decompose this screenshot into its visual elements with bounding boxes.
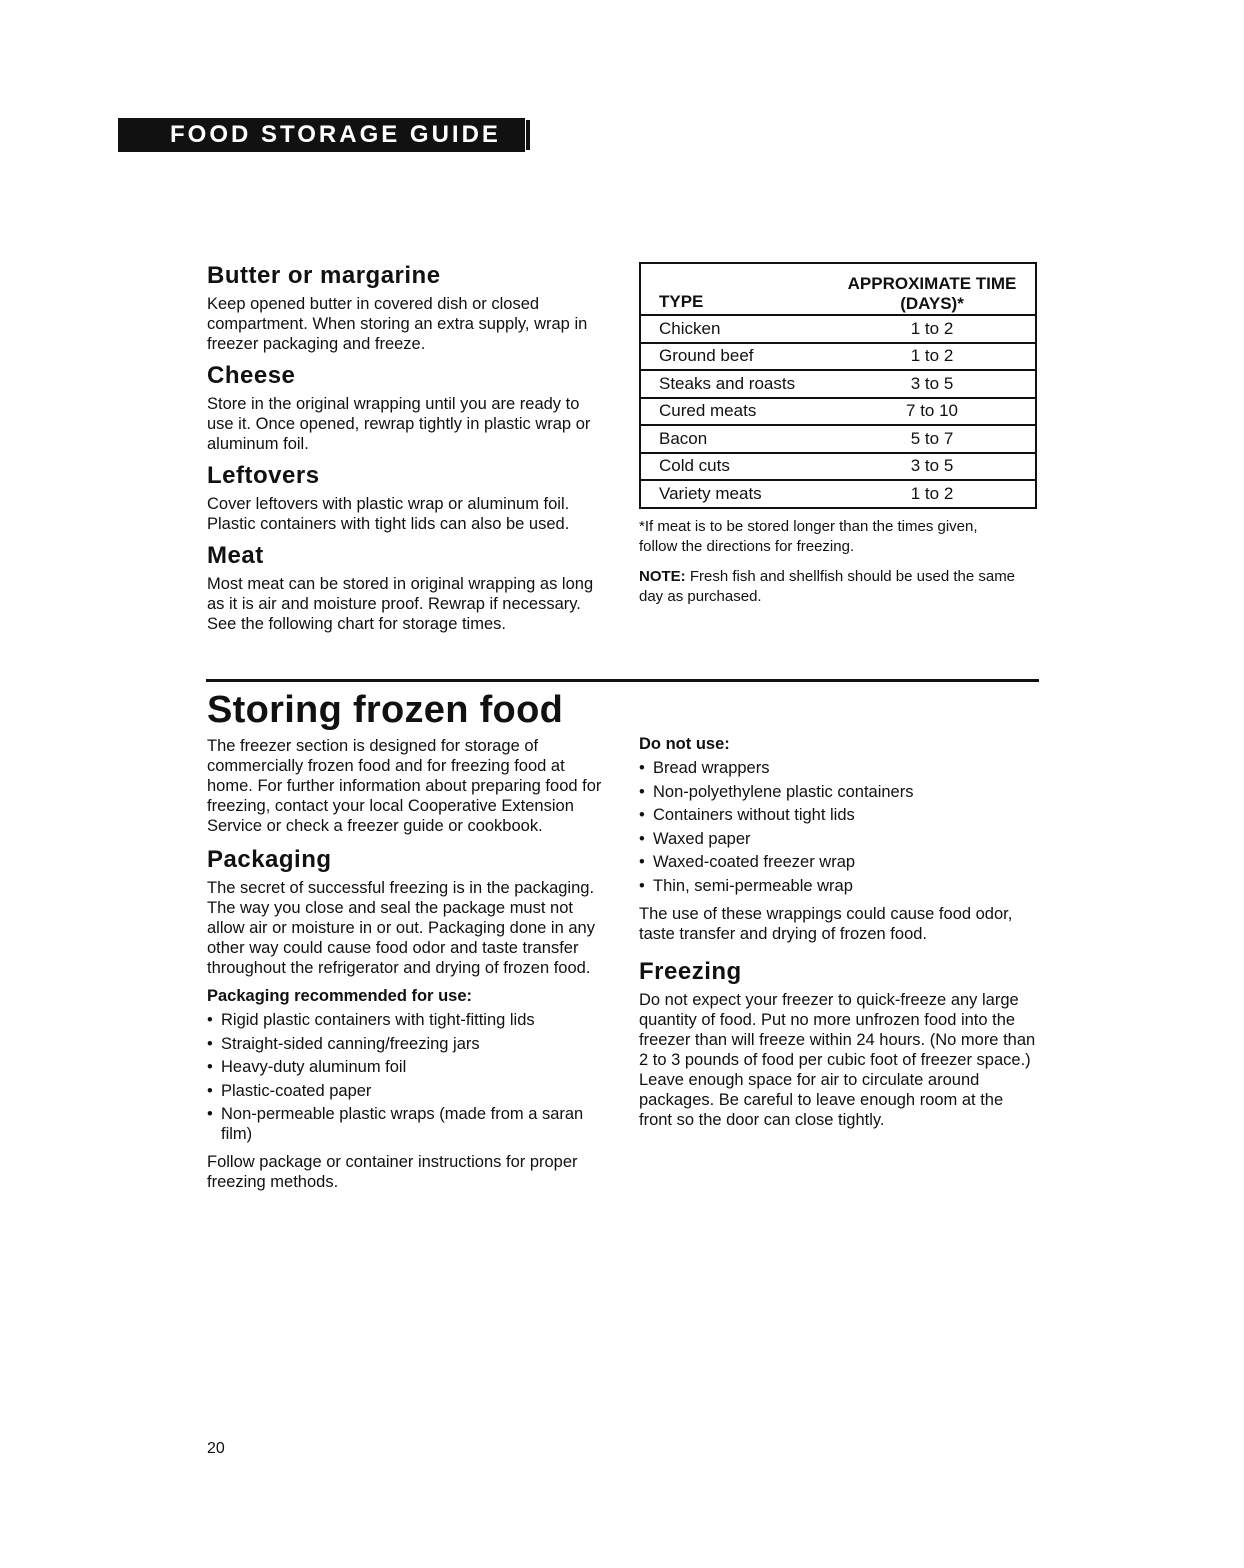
row-days: 5 to 7 xyxy=(829,425,1036,453)
leftovers-section xyxy=(207,462,607,534)
recommended-list xyxy=(207,1010,607,1144)
butter-heading: Butter or margarine xyxy=(207,262,441,289)
donot-heading: Do not use: xyxy=(639,735,730,753)
row-days: 3 to 5 xyxy=(829,370,1036,398)
list-item: • Waxed-coated freezer wrap xyxy=(639,852,1039,872)
list-item: • Rigid plastic containers with tight-fitting lids xyxy=(207,1010,607,1030)
packaging-heading: Packaging xyxy=(207,846,332,873)
table-row xyxy=(640,480,1036,508)
list-item: • Non-polyethylene plastic containers xyxy=(639,782,1039,802)
list-item: • Plastic-coated paper xyxy=(207,1081,607,1101)
frozen-intro: The freezer section is designed for storage of commercially frozen food and for freezing food at home. For further information about preparing food for freezing, contact your local Cooperative Extension Service or check a freezer guide or cookbook. xyxy=(207,737,602,835)
recommended-heading: Packaging recommended for use: xyxy=(207,987,472,1005)
row-days: 1 to 2 xyxy=(829,315,1036,343)
table-row xyxy=(640,453,1036,481)
header-time-line1: APPROXIMATE TIME xyxy=(847,274,1017,293)
section-banner: FOOD STORAGE GUIDE xyxy=(118,118,525,152)
row-type: Cured meats xyxy=(640,398,829,426)
row-days: 3 to 5 xyxy=(829,453,1036,481)
meat-heading: Meat xyxy=(207,542,264,569)
meat-section xyxy=(207,542,607,634)
header-time xyxy=(829,263,1036,315)
follow-text: Follow package or container instructions for proper freezing methods. xyxy=(207,1153,578,1191)
table-row xyxy=(640,398,1036,426)
cheese-section xyxy=(207,362,607,454)
table-header-row xyxy=(640,263,1036,315)
header-type: TYPE xyxy=(640,263,829,315)
row-type: Bacon xyxy=(640,425,829,453)
row-type: Cold cuts xyxy=(640,453,829,481)
freezing-heading: Freezing xyxy=(639,957,742,985)
leftovers-text: Cover leftovers with plastic wrap or aluminum foil. Plastic containers with tight lids can also be used. xyxy=(207,495,570,533)
donot-text: The use of these wrappings could cause food odor, taste transfer and drying of frozen food. xyxy=(639,904,1013,943)
section-divider xyxy=(206,679,1039,682)
right-top-column xyxy=(639,262,1039,607)
table-row xyxy=(640,343,1036,371)
packaging-text: The secret of successful freezing is in the packaging. The way you close and seal the package must not allow air or moisture in or out. Packaging done in any other way could cause food odor and taste transfer throughout the refrigerator and drying of frozen food. xyxy=(207,879,595,977)
table-row xyxy=(640,315,1036,343)
list-item: • Non-permeable plastic wraps (made from a saran film) xyxy=(207,1104,607,1144)
butter-text: Keep opened butter in covered dish or closed compartment. When storing an extra supply, wrap in freezer packaging and freeze. xyxy=(207,295,588,353)
table-footnote: *If meat is to be stored longer than the times given, follow the directions for freezing. xyxy=(639,517,978,555)
list-item: • Waxed paper xyxy=(639,829,1039,849)
row-type: Ground beef xyxy=(640,343,829,371)
fish-note xyxy=(639,567,1039,607)
meat-text: Most meat can be stored in original wrapping as long as it is air and moisture proof. Rewrap if necessary. See the following chart for storage times. xyxy=(207,575,594,633)
page-number: 20 xyxy=(207,1440,225,1457)
note-label: NOTE: xyxy=(639,567,686,585)
table-row xyxy=(640,370,1036,398)
left-top-column xyxy=(207,262,607,642)
row-type: Chicken xyxy=(640,315,829,343)
header-time-line2: (DAYS)* xyxy=(900,294,964,313)
row-type: Steaks and roasts xyxy=(640,370,829,398)
list-item: • Straight-sided canning/freezing jars xyxy=(207,1034,607,1054)
butter-section xyxy=(207,262,607,354)
meat-storage-table xyxy=(639,262,1037,509)
cheese-text: Store in the original wrapping until you are ready to use it. Once opened, rewrap tightly in plastic wrap or aluminum foil. xyxy=(207,395,591,453)
donot-list xyxy=(639,758,1039,896)
note-text: Fresh fish and shellfish should be used the same day as purchased. xyxy=(639,567,1016,605)
row-days: 1 to 2 xyxy=(829,480,1036,508)
list-item: • Containers without tight lids xyxy=(639,805,1039,825)
frozen-right-column xyxy=(639,734,1039,1130)
list-item: • Heavy-duty aluminum foil xyxy=(207,1057,607,1077)
cheese-heading: Cheese xyxy=(207,362,296,389)
freezing-text: Do not expect your freezer to quick-freeze any large quantity of food. Put no more unfrozen food into the freezer than will freeze within 24 hours. (No more than 2 to 3 pounds of food per cubic foot of freezer space.) Leave enough space for air to circulate around packages. Be careful to leave enough room at the front so the door can close tightly. xyxy=(639,990,1036,1129)
frozen-title: Storing frozen food xyxy=(207,689,564,731)
row-days: 1 to 2 xyxy=(829,343,1036,371)
row-type: Variety meats xyxy=(640,480,829,508)
leftovers-heading: Leftovers xyxy=(207,462,320,489)
frozen-left-column xyxy=(207,688,607,1192)
row-days: 7 to 10 xyxy=(829,398,1036,426)
table-row xyxy=(640,425,1036,453)
list-item: • Bread wrappers xyxy=(639,758,1039,778)
list-item: • Thin, semi-permeable wrap xyxy=(639,876,1039,896)
